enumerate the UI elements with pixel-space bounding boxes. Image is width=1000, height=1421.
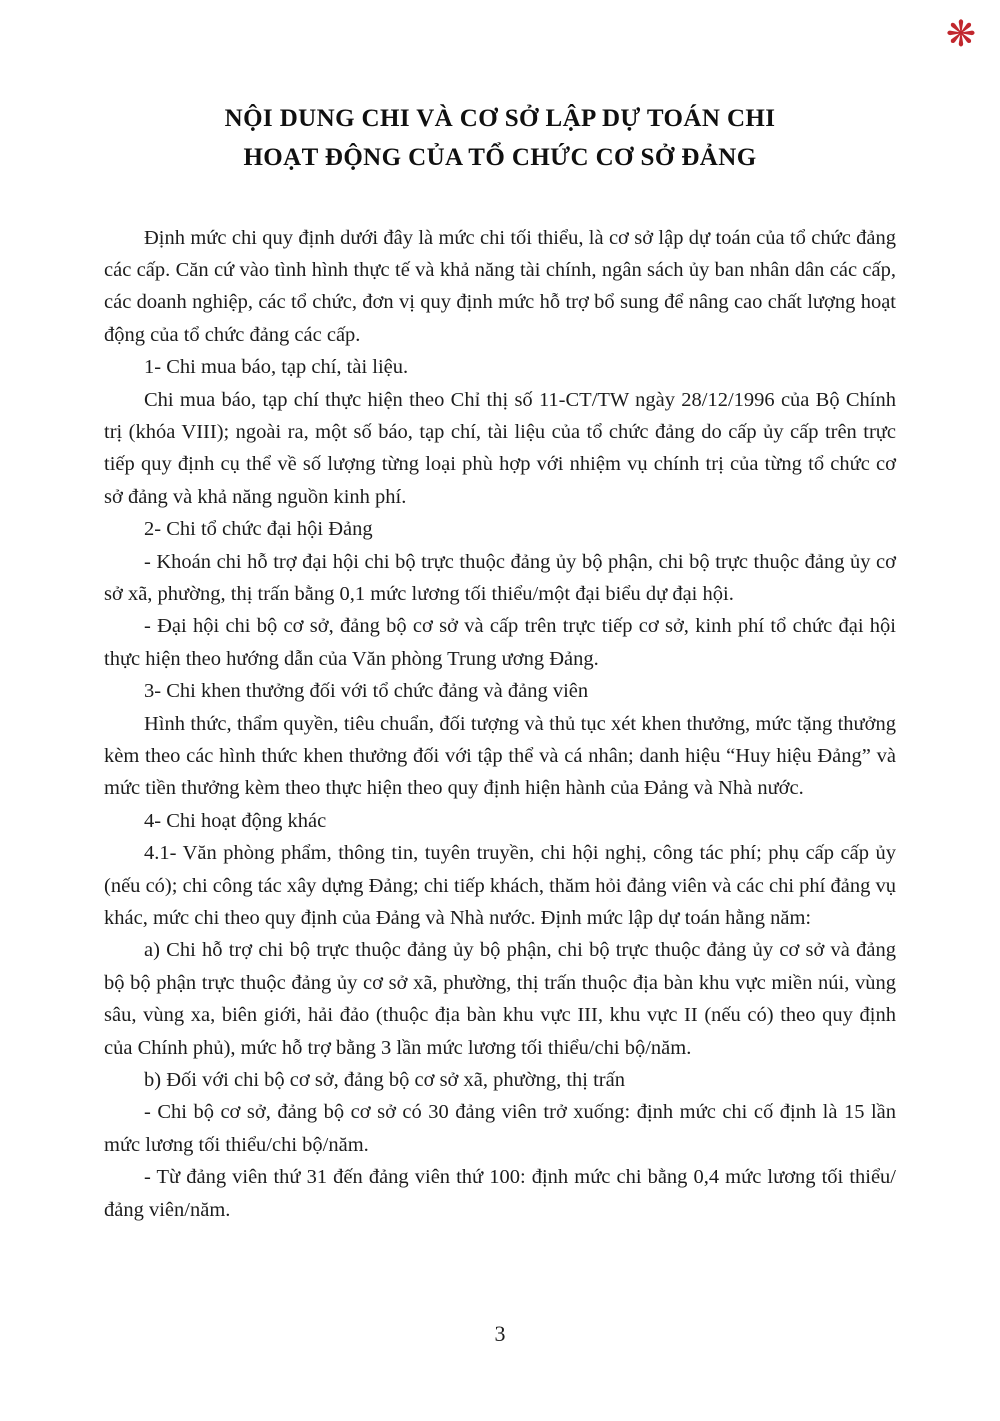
page-title bbox=[80, 100, 920, 178]
paragraph-item-1: 1- Chi mua báo, tạp chí, tài liệu. bbox=[144, 356, 409, 379]
paragraph-item-4-1-b2: - Từ đảng viên thứ 31 đến đảng viên thứ 100: định mức chi bằng 0,4 mức lương tối thiểu/đảng viên/năm. bbox=[104, 1166, 896, 1221]
paragraph-intro: Định mức chi quy định dưới đây là mức chi tối thiểu, là cơ sở lập dự toán của tổ chức đảng các cấp. Căn cứ vào tình hình thực tế và khả năng tài chính, ngân sách ủy ban nhân dân các cấp, các doanh nghiệp, các tổ chức, đơn vị quy định mức hỗ trợ bổ sung để nâng cao chất lượng hoạt động của tổ chức đảng các cấp. bbox=[104, 226, 896, 346]
title-line-1: NỘI DUNG CHI VÀ CƠ SỞ LẬP DỰ TOÁN CHI bbox=[224, 105, 776, 132]
paragraph-item-1-detail: Chi mua báo, tạp chí thực hiện theo Chỉ thị số 11-CT/TW ngày 28/12/1996 của Bộ Chính trị (khóa VIII); ngoài ra, một số báo, tạp chí, tài liệu của tổ chức đảng do cấp ủy cấp trên trực tiếp quy định cụ thể về số lượng từng loại phù hợp với nhiệm vụ chính trị của từng tổ chức cơ sở đảng và khả năng nguồn kinh phí. bbox=[104, 388, 896, 508]
paragraph-item-2-a: - Khoán chi hỗ trợ đại hội chi bộ trực thuộc đảng ủy bộ phận, chi bộ trực thuộc đảng ủy cơ sở xã, phường, thị trấn bằng 0,1 mức lương tối thiểu/một đại biểu dự đại hội. bbox=[104, 550, 896, 605]
paragraph-item-4-1-a: a) Chi hỗ trợ chi bộ trực thuộc đảng ủy bộ phận, chi bộ trực thuộc đảng ủy cơ sở và đảng bộ bộ phận trực thuộc đảng ủy cơ sở xã, phường, thị trấn thuộc địa bàn khu vực miền núi, vùng sâu, vùng xa, biên giới, hải đảo (thuộc địa bàn khu vực III, khu vực II (nếu có) theo quy định của Chính phủ), mức hỗ trợ bằng 3 lần mức lương tối thiểu/chi bộ/năm. bbox=[104, 939, 896, 1059]
title-line-2: HOẠT ĐỘNG CỦA TỔ CHỨC CƠ SỞ ĐẢNG bbox=[243, 143, 757, 171]
paragraph-item-4: 4- Chi hoạt động khác bbox=[144, 809, 327, 832]
paragraph-item-4-1: 4.1- Văn phòng phẩm, thông tin, tuyên truyền, chi hội nghị, công tác phí; phụ cấp cấp ủy (nếu có); chi công tác xây dựng Đảng; chi tiếp khách, thăm hỏi đảng viên và các chi phí đảng vụ khác, mức chi theo quy định của Đảng và Nhà nước. Định mức lập dự toán hằng năm: bbox=[104, 842, 896, 930]
flower-icon: ❋ bbox=[945, 14, 976, 54]
page-number: 3 bbox=[494, 1321, 506, 1346]
paragraph-item-3: 3- Chi khen thưởng đối với tổ chức đảng và đảng viên bbox=[144, 680, 589, 703]
paragraph-item-4-1-b1: - Chi bộ cơ sở, đảng bộ cơ sở có 30 đảng viên trở xuống: định mức chi cố định là 15 lần mức lương tối thiểu/chi bộ/năm. bbox=[104, 1101, 896, 1156]
document-body bbox=[104, 222, 896, 1227]
paragraph-item-2: 2- Chi tổ chức đại hội Đảng bbox=[144, 518, 373, 541]
paragraph-item-2-b: - Đại hội chi bộ cơ sở, đảng bộ cơ sở và cấp trên trực tiếp cơ sở, kinh phí tổ chức đại hội thực hiện theo hướng dẫn của Văn phòng Trung ương Đảng. bbox=[104, 615, 896, 670]
paragraph-item-4-1-b: b) Đối với chi bộ cơ sở, đảng bộ cơ sở xã, phường, thị trấn bbox=[144, 1069, 625, 1092]
paragraph-item-3-detail: Hình thức, thẩm quyền, tiêu chuẩn, đối tượng và thủ tục xét khen thưởng, mức tặng thưởng kèm theo các hình thức khen thưởng đối với tập thể và cá nhân; danh hiệu “Huy hiệu Đảng” và mức tiền thưởng kèm theo thực hiện theo quy định hiện hành của Đảng và Nhà nước. bbox=[104, 712, 896, 800]
